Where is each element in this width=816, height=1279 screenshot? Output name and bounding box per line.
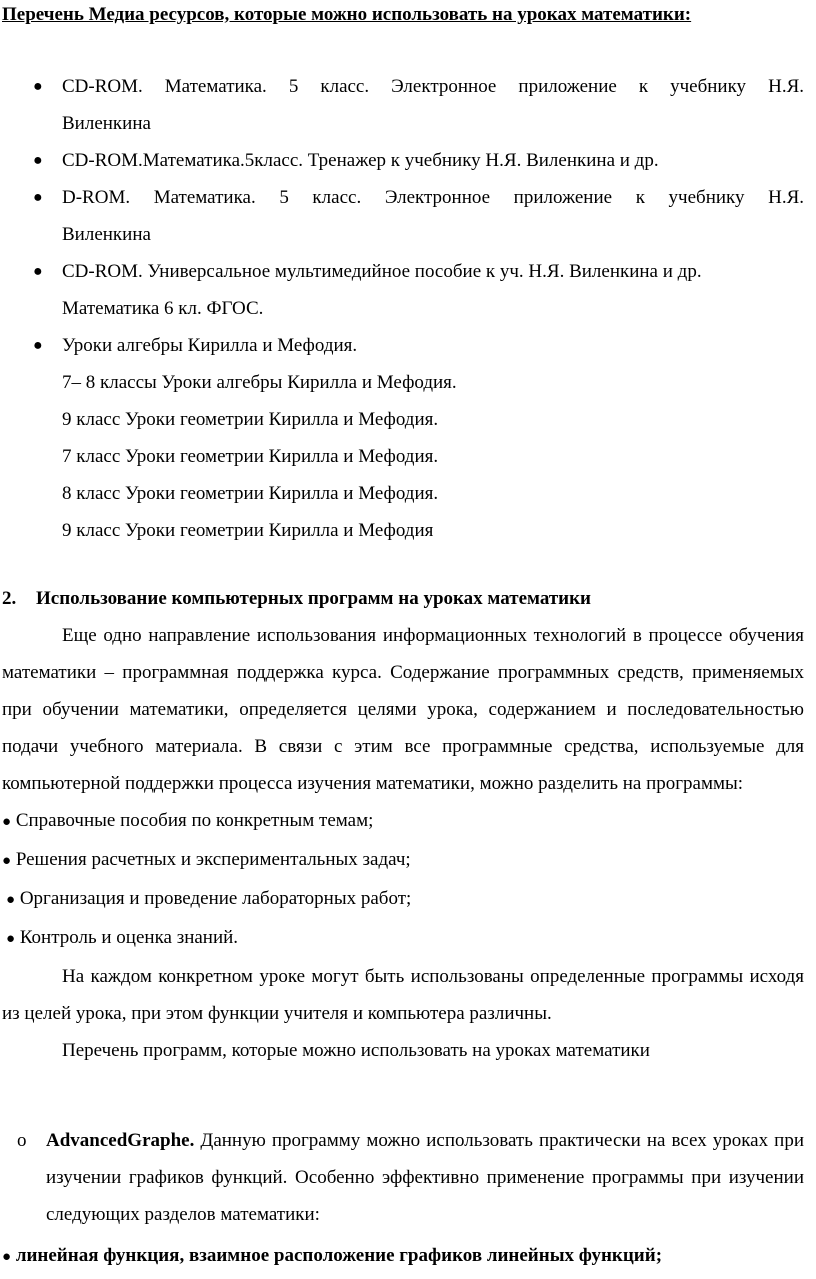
program-types-list — [2, 802, 804, 958]
circle-bullet-icon: o — [17, 1130, 27, 1151]
media-item-text: D-ROM. Математика. 5 класс. Электронное приложение к учебнику Н.Я. — [62, 187, 804, 208]
program-type-item — [2, 802, 804, 841]
bullet-icon: ● — [33, 152, 43, 169]
media-item-text: Уроки алгебры Кирилла и Мефодия. — [62, 335, 358, 356]
media-subline: 8 класс Уроки геометрии Кирилла и Мефодия. — [62, 483, 439, 504]
topic-item — [2, 1237, 662, 1276]
bullet-icon: ● — [33, 263, 43, 280]
bullet-icon: ● — [2, 1249, 12, 1265]
bullet-icon: ● — [2, 814, 12, 830]
section-heading — [0, 580, 591, 617]
program-item-advancedgraphe — [0, 1122, 816, 1233]
program-name: AdvancedGraphe. — [46, 1130, 195, 1151]
media-item-2 — [0, 142, 816, 179]
media-item-text: CD-ROM. Математика. 5 класс. Электронное приложение к учебнику Н.Я. — [62, 76, 804, 97]
media-resources-list — [0, 68, 816, 549]
program-type-text: Организация и проведение лабораторных работ; — [19, 888, 412, 909]
program-description: Данную программу можно использовать практически на всех уроках при изучении графиков функций. Особенно эффективно применение программы при изучении следующих разделов математики: — [46, 1130, 804, 1225]
program-type-text: Решения расчетных и экспериментальных задач; — [15, 849, 411, 870]
section-title: Использование компьютерных программ на уроках математики — [36, 588, 592, 609]
bullet-icon: ● — [33, 337, 43, 354]
program-type-text: Контроль и оценка знаний. — [19, 927, 239, 948]
media-subline: 9 класс Уроки геометрии Кирилла и Мефодия. — [62, 409, 439, 430]
program-type-item — [2, 919, 804, 958]
program-type-text: Справочные пособия по конкретным темам; — [15, 810, 374, 831]
media-subline: 7 класс Уроки геометрии Кирилла и Мефодия. — [62, 446, 439, 467]
section-number: 2. — [2, 588, 17, 609]
paragraph-intro: Еще одно направление использования информационных технологий в процессе обучения математики – программная поддержка курса. Содержание программных средств, применяемых при обучении математики, определяется целями урока, содержанием и последовательностью подачи учебного материала. В связи с этим все программные средства, используемые для компьютерной поддержки процесса изучения математики, можно разделить на программы: — [2, 625, 804, 794]
media-item-3 — [0, 179, 816, 253]
paragraph-program-list-intro: Перечень программ, которые можно использовать на уроках математики — [62, 1040, 650, 1061]
bullet-icon: ● — [33, 78, 43, 95]
bullet-icon: ● — [6, 931, 16, 947]
page-title: Перечень Медиа ресурсов, которые можно использовать на уроках математики: — [2, 4, 692, 25]
media-subline: 7– 8 классы Уроки алгебры Кирилла и Мефодия. — [62, 372, 457, 393]
media-item-text: Математика 6 кл. ФГОС. — [62, 298, 264, 319]
topic-text: линейная функция, взаимное расположение графиков линейных функций; — [15, 1245, 663, 1266]
media-item-text: CD-ROM. Универсальное мультимедийное пособие к уч. Н.Я. Виленкина и др. — [62, 261, 702, 282]
media-item-1 — [0, 68, 816, 142]
paragraph-lesson: На каждом конкретном уроке могут быть использованы определенные программы исходя из целей урока, при этом функции учителя и компьютера различны. — [2, 966, 804, 1024]
program-type-item — [2, 880, 804, 919]
media-item-text: Виленкина — [62, 224, 151, 245]
media-item-4 — [0, 253, 816, 327]
programs-list — [0, 1122, 816, 1233]
program-type-item — [2, 841, 804, 880]
media-item-text: Виленкина — [62, 113, 151, 134]
bullet-icon: ● — [33, 189, 43, 206]
media-item-5 — [0, 327, 816, 549]
media-item-text: CD-ROM.Математика.5класс. Тренажер к учебнику Н.Я. Виленкина и др. — [62, 150, 659, 171]
section-body — [2, 617, 804, 1069]
bullet-icon: ● — [2, 853, 12, 869]
bullet-icon: ● — [6, 892, 16, 908]
media-subline: 9 класс Уроки геометрии Кирилла и Мефодия — [62, 520, 434, 541]
